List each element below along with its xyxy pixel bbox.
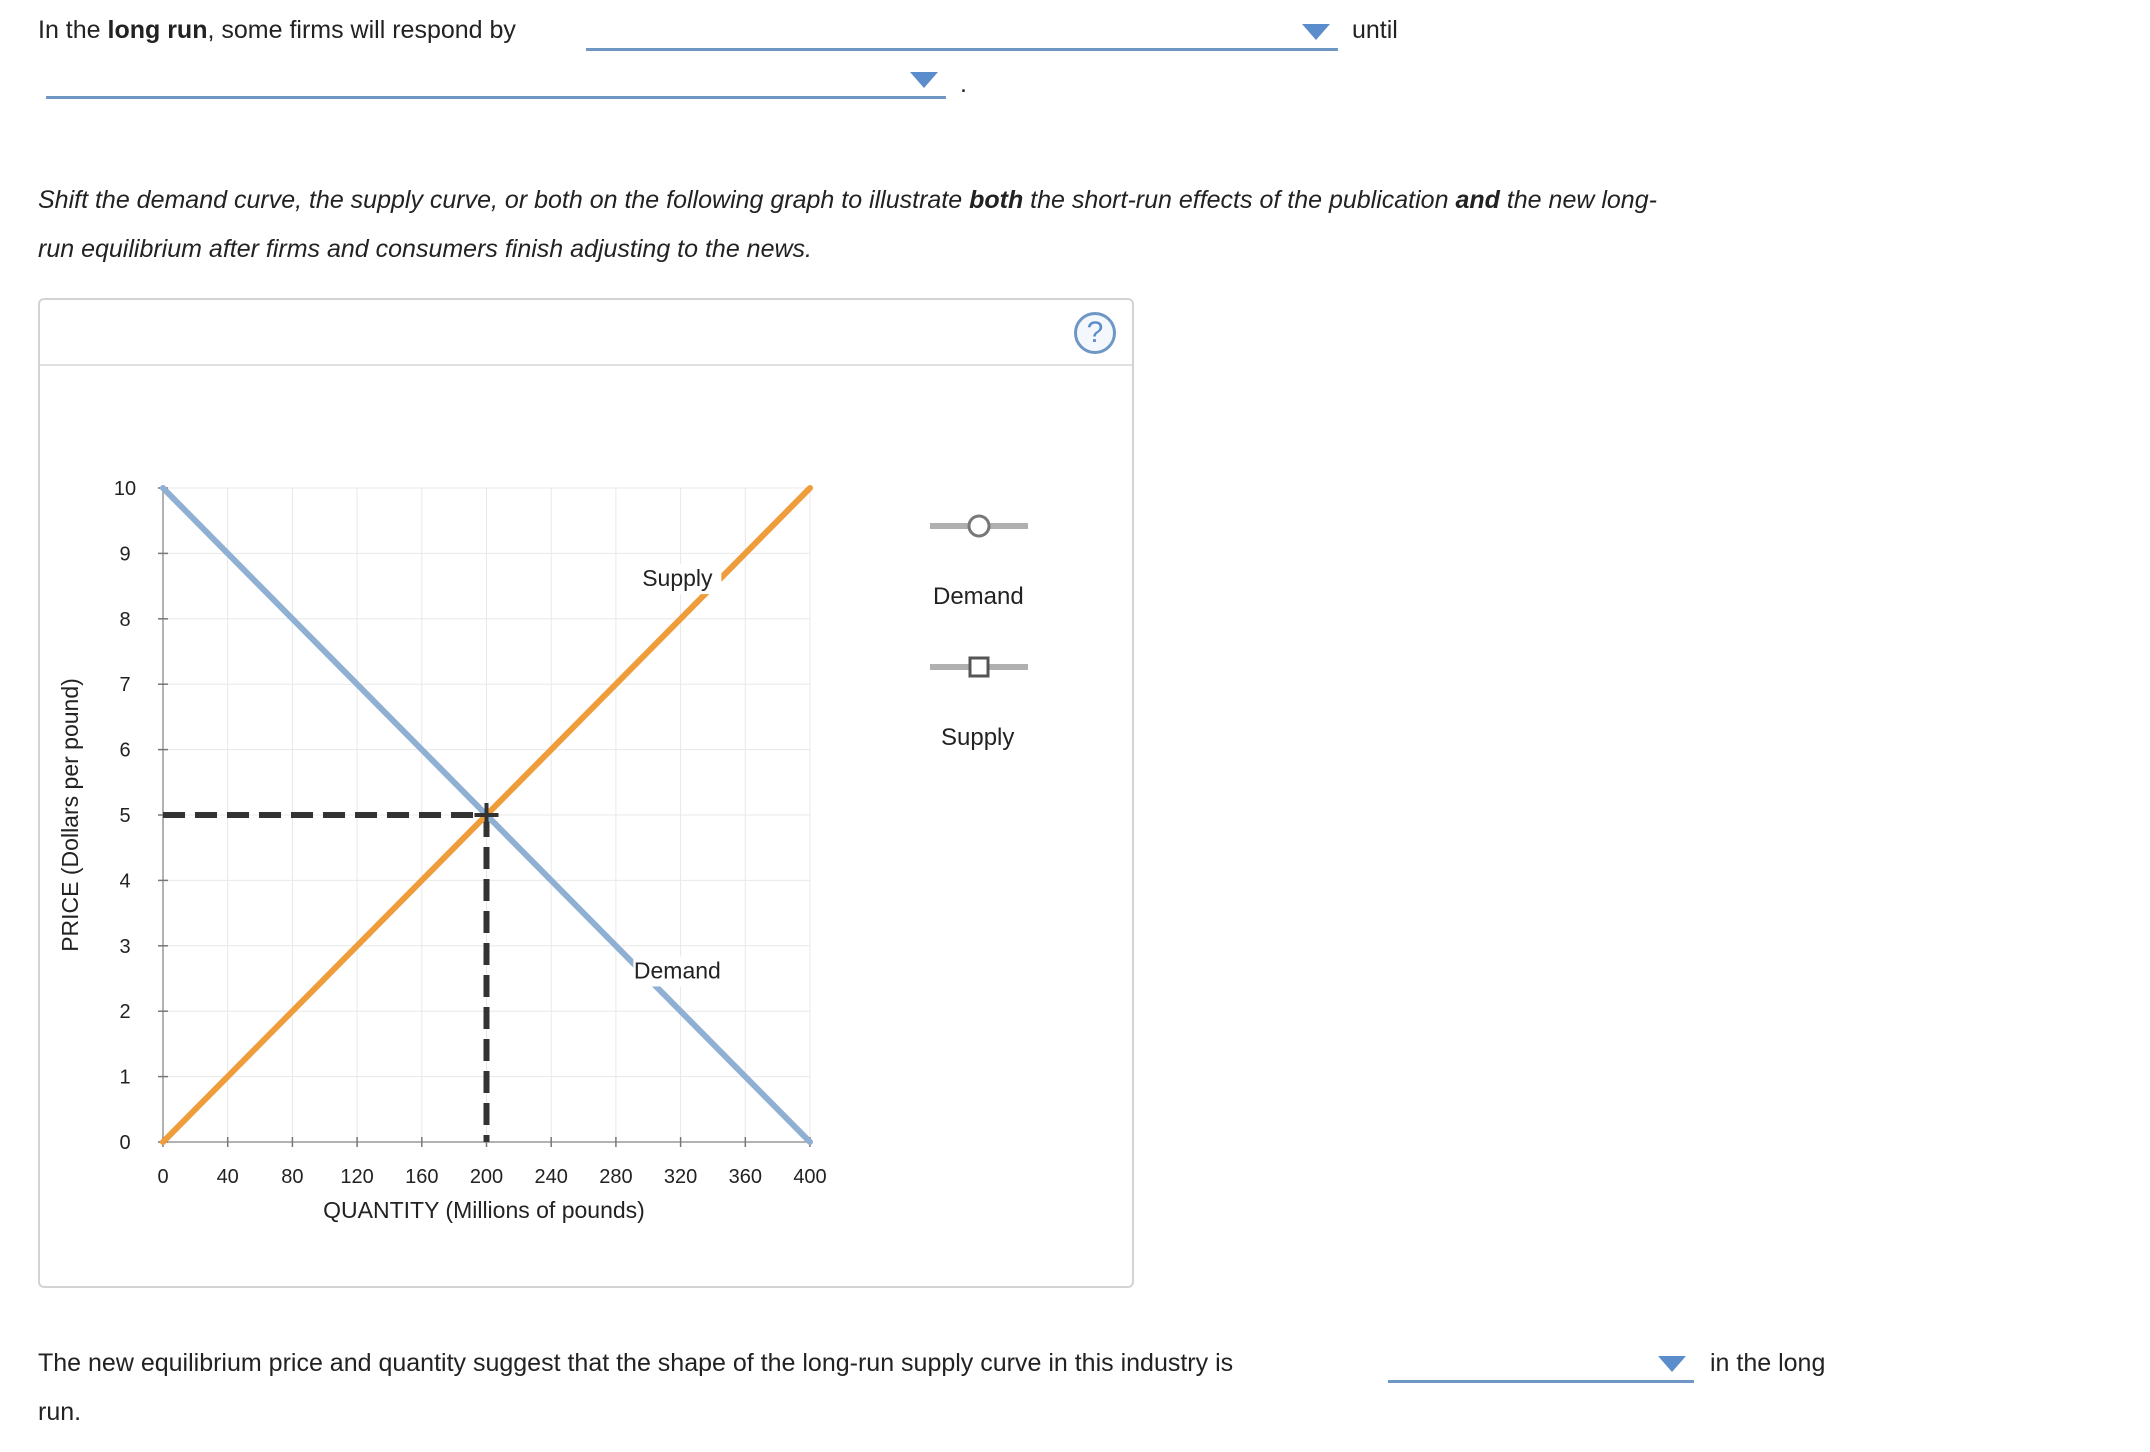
instructions-line2: run equilibrium after firms and consumers finish adjusting to the news. [38,235,812,263]
question2-line2: run. [38,1398,82,1426]
x-tick-label: 320 [663,1166,698,1188]
legend-supply-label: Supply [941,724,1015,751]
instr-part2: the short-run effects of the publication [1023,186,1456,214]
demand-curve-label: Demand [633,957,721,984]
legend-demand-tool[interactable] [930,516,1028,536]
chevron-down-icon [1658,1356,1686,1372]
y-tick-label: 6 [119,739,131,762]
square-marker-icon [970,658,988,676]
instr-bold1: both [969,186,1024,214]
y-tick-label: 7 [119,674,131,697]
help-icon[interactable]: ? [1074,312,1116,354]
question1-prefix: In the [38,16,108,44]
instructions-line1 [38,186,1657,215]
x-tick-label: 240 [534,1166,568,1188]
y-axis-label: PRICE (Dollars per pound) [57,678,83,952]
supply-curve-label: Supply [642,565,713,592]
supply-shape-dropdown[interactable] [1388,1350,1694,1383]
question1-text [38,16,516,45]
x-tick-label: 80 [281,1166,304,1188]
x-tick-label: 160 [405,1166,439,1188]
question2-suffix: in the long [1710,1349,1826,1377]
x-tick-label: 0 [157,1166,169,1188]
chevron-down-icon [1302,24,1330,40]
circle-marker-icon [969,516,989,536]
x-tick-label: 200 [469,1166,504,1188]
y-tick-label: 9 [119,543,131,566]
question1-suffix: until [1352,16,1398,44]
legend-demand-label: Demand [933,583,1024,610]
instr-bold2: and [1455,186,1500,214]
question1-bold: long run [107,16,208,44]
instr-part3: the new long- [1499,186,1657,214]
x-tick-label: 400 [793,1166,827,1188]
y-tick-label: 4 [119,870,131,893]
x-tick-label: 40 [216,1166,239,1188]
x-tick-label: 120 [340,1166,374,1188]
question1-middle: , some firms will respond by [207,16,516,44]
legend-supply-tool[interactable] [930,658,1028,676]
question1-period: . [960,70,967,98]
y-tick-label: 2 [119,1001,131,1024]
until-dropdown[interactable] [46,66,946,99]
question2-text: The new equilibrium price and quantity suggest that the shape of the long-run supply curve in this industry is [38,1349,1234,1377]
y-tick-label: 1 [119,1066,131,1089]
respond-by-dropdown[interactable] [586,18,1338,51]
x-tick-label: 280 [599,1166,633,1188]
supply-demand-chart[interactable] [40,300,1132,1286]
y-tick-label: 8 [119,608,131,631]
x-tick-label: 360 [728,1166,762,1188]
x-axis-label: QUANTITY (Millions of pounds) [323,1197,645,1223]
y-tick-label: 5 [119,805,131,827]
y-tick-label: 10 [113,478,137,500]
y-tick-label: 3 [119,935,131,958]
y-tick-label: 0 [119,1132,131,1154]
chevron-down-icon [910,72,938,88]
instr-part1: Shift the demand curve, the supply curve, or both on the following graph to illustrate [38,186,970,214]
graph-panel [38,298,1134,1288]
